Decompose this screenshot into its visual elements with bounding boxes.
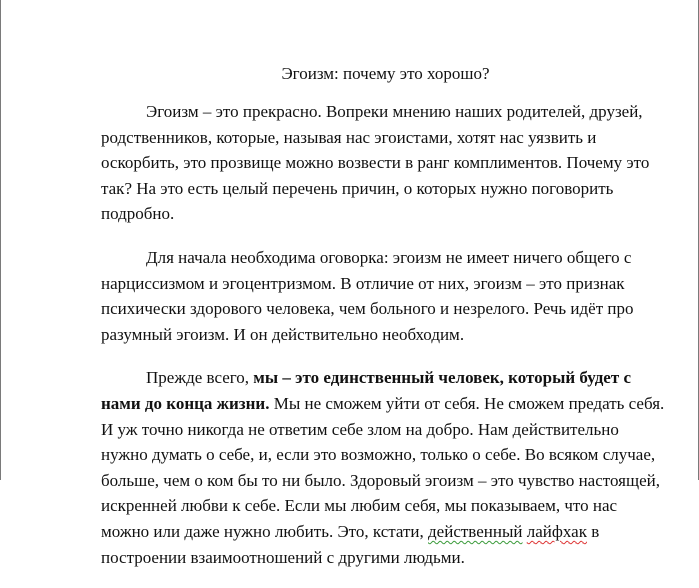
text-line	[101, 99, 691, 125]
text-run: в	[586, 521, 600, 541]
paragraph	[101, 365, 691, 570]
text-line	[101, 176, 691, 202]
spelling-flagged-word: лайфхак	[526, 521, 587, 541]
text-line	[101, 417, 691, 443]
text-line	[101, 201, 691, 227]
text-line	[101, 271, 691, 297]
text-run: нарциссизмом и эгоцентризмом. В отличие от них, эгоизм – это признак	[101, 273, 625, 293]
text-line	[101, 245, 691, 271]
text-run: разумный эгоизм. И он действительно необходим.	[101, 324, 465, 344]
grammar-flagged-word: действенный	[428, 521, 523, 541]
text-line	[101, 322, 691, 348]
text-line	[101, 468, 691, 494]
bold-text-run: нами до конца жизни.	[101, 393, 270, 413]
text-run: психически здорового человека, чем больного и незрелого. Речь идёт про	[101, 299, 634, 319]
text-line	[101, 125, 691, 151]
text-run: больше, чем о ком бы то ни было. Здоровый эгоизм – это чувство настоящей,	[101, 470, 660, 490]
paragraph	[101, 245, 691, 347]
paragraph	[101, 99, 691, 227]
text-run: можно или даже нужно любить. Это, кстати,	[101, 521, 429, 541]
text-line	[101, 442, 691, 468]
text-run: так? На это есть целый перечень причин, о которых нужно поговорить	[101, 178, 614, 198]
bold-text-run: мы – это единственный человек, который будет с	[253, 368, 631, 388]
text-run: оскорбить, это прозвище можно возвести в ранг комплиментов. Почему это	[101, 153, 650, 173]
document-body[interactable]	[101, 99, 691, 588]
text-line	[101, 150, 691, 176]
text-line	[101, 365, 691, 391]
text-run: И уж точно никогда не ответим себе злом на добро. Нам действительно	[101, 419, 619, 439]
text-run: родственников, которые, называя нас эгоистами, хотят нас уязвить и	[101, 127, 597, 147]
text-run: построении взаимоотношений с другими людьми.	[101, 547, 465, 567]
document-title: Эгоизм: почему это хорошо?	[281, 64, 490, 83]
text-run: искренней любви к себе. Если мы любим себя, мы показываем, что нас	[101, 496, 618, 516]
text-run: Эгоизм – это прекрасно. Вопреки мнению наших родителей, друзей,	[146, 102, 643, 121]
text-run: Мы не сможем уйти от себя. Не сможем предать себя.	[269, 393, 665, 413]
text-run: нужно думать о себе, и, если это возможно, только о себе. Во всяком случае,	[101, 445, 656, 465]
text-line	[101, 493, 691, 519]
text-line	[101, 391, 691, 417]
text-line	[101, 519, 691, 545]
text-run: Прежде всего,	[146, 368, 254, 388]
text-run: подробно.	[101, 204, 175, 224]
text-line	[101, 545, 691, 571]
text-run: Для начала необходима оговорка: эгоизм не имеет ничего общего с	[146, 247, 632, 267]
text-line	[101, 296, 691, 322]
